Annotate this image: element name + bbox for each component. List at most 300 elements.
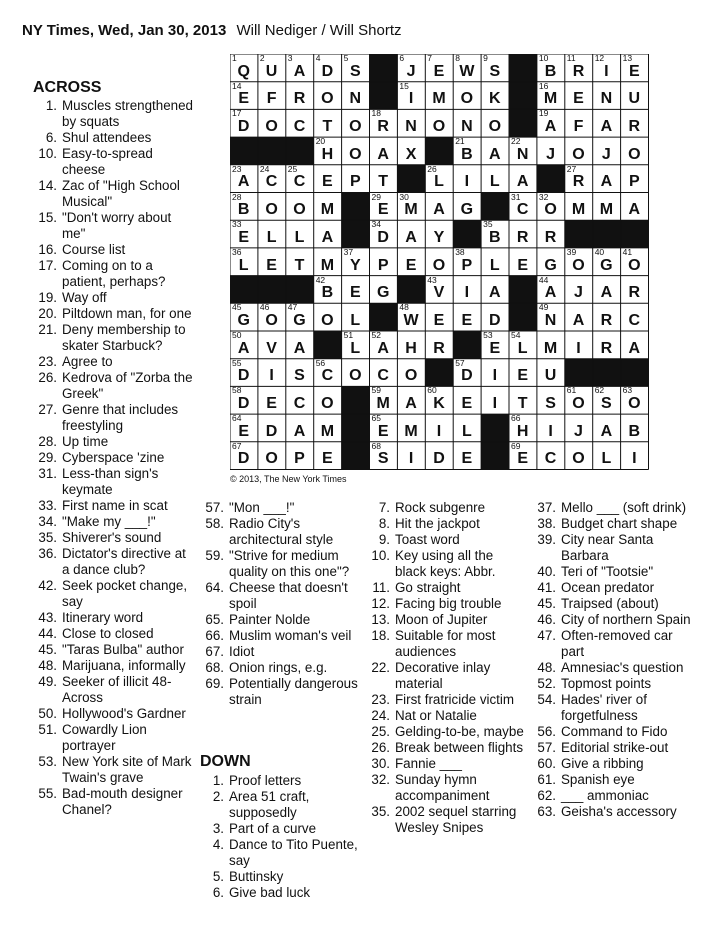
down-clues-column-3 xyxy=(532,500,694,820)
cell-letter: D xyxy=(237,118,250,136)
clue-text: Bad-mouth designer Chanel? xyxy=(62,786,183,817)
cell-letter: O xyxy=(572,395,586,413)
cell-letter: O xyxy=(265,311,279,329)
cell-letter: T xyxy=(517,395,529,413)
cell-letter: O xyxy=(432,256,446,274)
clue-item xyxy=(33,130,193,146)
cell-letter: P xyxy=(349,173,362,191)
cell-letter: P xyxy=(461,256,473,274)
clue-item xyxy=(33,706,193,722)
cell-number: 27 xyxy=(566,163,577,174)
cell-letter: V xyxy=(433,284,445,302)
cell-letter: A xyxy=(433,201,446,219)
clue-text: Cyberspace 'zine xyxy=(62,450,165,465)
clue-item xyxy=(33,498,193,514)
cell-letter: A xyxy=(600,173,613,191)
clue-text: Onion rings, e.g. xyxy=(229,660,328,675)
cell-letter: S xyxy=(349,62,362,80)
cell-letter: M xyxy=(571,201,586,219)
clue-text: Facing big trouble xyxy=(395,596,502,611)
cell-letter: G xyxy=(460,201,474,219)
cell-letter: E xyxy=(628,62,641,80)
clue-text: Ocean predator xyxy=(561,580,655,595)
clue-number: 33. xyxy=(38,498,57,513)
clue-text: Suitable for most audiences xyxy=(395,628,496,659)
cell-letter: M xyxy=(599,201,614,219)
cell-letter: M xyxy=(543,339,558,357)
cell-number: 53 xyxy=(483,330,493,340)
cell-letter: I xyxy=(632,450,638,468)
clue-text: Command to Fido xyxy=(561,724,668,739)
clue-item xyxy=(366,804,528,836)
clue-number: 3. xyxy=(212,821,224,836)
clue-item xyxy=(33,210,193,242)
clue-item xyxy=(33,354,193,370)
cell-letter: E xyxy=(238,90,250,108)
cell-number: 10 xyxy=(538,53,549,63)
clue-text: Sunday hymn accompaniment xyxy=(395,772,490,803)
clue-item xyxy=(33,434,193,450)
clue-number: 45. xyxy=(38,642,57,657)
clue-item xyxy=(33,290,193,306)
cell-number: 57 xyxy=(455,357,465,368)
cell-letter: A xyxy=(405,228,418,246)
cell-number: 56 xyxy=(315,357,326,368)
cell-letter: O xyxy=(404,367,418,385)
clue-number: 41. xyxy=(537,580,556,595)
cell-letter: S xyxy=(601,395,613,413)
clue-text: Easy-to-spread cheese xyxy=(62,146,153,177)
cell-letter: H xyxy=(405,339,418,357)
cell-number: 25 xyxy=(287,163,298,174)
clue-text: Give a ribbing xyxy=(561,756,644,771)
clue-item xyxy=(532,500,694,516)
clue-number: 23. xyxy=(371,692,390,707)
clue-text: Hollywood's Gardner xyxy=(62,706,186,721)
cell-letter: S xyxy=(377,450,390,468)
cell-letter: S xyxy=(489,62,501,80)
clue-number: 9. xyxy=(378,532,390,547)
cell-number: 43 xyxy=(427,274,437,285)
clue-text: Decorative inlay material xyxy=(395,660,491,691)
clue-number: 25. xyxy=(371,724,390,739)
clue-text: "Don't worry about me" xyxy=(62,210,172,241)
cell-letter: R xyxy=(572,62,585,80)
cell-number: 28 xyxy=(232,191,242,202)
clue-number: 58. xyxy=(205,516,224,531)
cell-letter: H xyxy=(516,422,529,440)
cell-letter: A xyxy=(544,284,557,302)
clue-number: 64. xyxy=(205,580,224,595)
clue-item xyxy=(366,516,528,532)
clue-item xyxy=(33,610,193,626)
cell-number: 35 xyxy=(483,219,493,230)
clue-number: 42. xyxy=(38,578,57,593)
cell-letter: A xyxy=(544,118,557,136)
clue-item xyxy=(532,772,694,788)
cell-letter: S xyxy=(294,367,306,385)
cell-number: 50 xyxy=(232,330,242,340)
clue-text: Part of a curve xyxy=(229,821,317,836)
crossword-grid xyxy=(230,54,649,470)
cell-letter: I xyxy=(436,422,442,440)
clue-text: Spanish eye xyxy=(561,772,635,787)
clue-text: Deny membership to skater Starbuck? xyxy=(62,322,186,353)
clue-text: Give bad luck xyxy=(229,885,311,900)
clue-text: Close to closed xyxy=(62,626,154,641)
clue-item xyxy=(33,146,193,178)
cell-letter: O xyxy=(265,118,279,136)
cell-number: 30 xyxy=(399,191,409,202)
clue-text: Nat or Natalie xyxy=(395,708,477,723)
cell-letter: A xyxy=(572,311,585,329)
cell-number: 39 xyxy=(566,246,577,257)
clue-text: Seeker of illicit 48-Across xyxy=(62,674,172,705)
cell-letter: D xyxy=(321,62,334,80)
clue-text: Often-removed car part xyxy=(561,628,673,659)
down-heading: DOWN xyxy=(200,753,251,770)
clue-number: 10. xyxy=(371,548,390,563)
cell-letter: J xyxy=(574,284,584,302)
cell-number: 69 xyxy=(511,440,521,451)
cell-letter: D xyxy=(237,395,250,413)
clue-item xyxy=(532,740,694,756)
cell-number: 52 xyxy=(371,330,381,340)
cell-number: 20 xyxy=(315,136,326,147)
clue-text: "Strive for medium quality on this one"? xyxy=(229,548,350,579)
cell-letter: M xyxy=(376,395,391,413)
clue-item xyxy=(33,322,193,354)
clue-number: 23. xyxy=(38,354,57,369)
cell-letter: E xyxy=(266,395,278,413)
clue-number: 14. xyxy=(38,178,57,193)
cell-letter: B xyxy=(628,422,641,440)
cell-number: 31 xyxy=(511,191,521,202)
clue-number: 44. xyxy=(38,626,57,641)
clue-text: Cheese that doesn't spoil xyxy=(229,580,348,611)
cell-number: 26 xyxy=(427,163,437,174)
clue-item xyxy=(200,612,360,628)
clue-text: Geisha's accessory xyxy=(561,804,677,819)
cell-letter: M xyxy=(320,422,335,440)
cell-letter: O xyxy=(488,118,502,136)
cell-letter: R xyxy=(544,228,557,246)
cell-letter: T xyxy=(294,256,305,274)
cell-letter: O xyxy=(628,145,642,163)
cell-letter: K xyxy=(433,395,446,413)
cell-letter: B xyxy=(461,145,474,163)
clue-item xyxy=(366,772,528,804)
clue-item xyxy=(532,724,694,740)
clue-item xyxy=(532,628,694,660)
clue-item xyxy=(33,466,193,498)
cell-letter: P xyxy=(628,173,641,191)
cell-letter: O xyxy=(321,90,335,108)
cell-letter: N xyxy=(600,90,613,108)
cell-letter: E xyxy=(238,422,250,440)
cell-letter: R xyxy=(628,284,641,302)
cell-number: 13 xyxy=(622,53,633,63)
clue-number: 54. xyxy=(537,692,556,707)
cell-letter: E xyxy=(322,173,334,191)
cell-letter: A xyxy=(377,145,390,163)
cell-letter: C xyxy=(544,450,557,468)
clue-number: 30. xyxy=(371,756,390,771)
clue-text: Teri of "Tootsie" xyxy=(561,564,654,579)
clue-item xyxy=(33,306,193,322)
clue-text: Less-than sign's keymate xyxy=(62,466,159,497)
clue-item xyxy=(200,773,360,789)
clue-item xyxy=(33,242,193,258)
cell-letter: C xyxy=(628,311,641,329)
cell-letter: E xyxy=(461,450,473,468)
cell-letter: I xyxy=(269,367,275,385)
cell-letter: J xyxy=(546,145,556,163)
cell-letter: A xyxy=(293,422,306,440)
cell-letter: O xyxy=(265,201,279,219)
clue-item xyxy=(33,578,193,610)
cell-letter: K xyxy=(489,90,502,108)
clue-text: Muscles strengthened by squats xyxy=(62,98,194,129)
clue-number: 13. xyxy=(371,612,390,627)
cell-letter: O xyxy=(572,145,586,163)
cell-letter: R xyxy=(600,339,613,357)
cell-number: 48 xyxy=(399,302,409,313)
cell-letter: C xyxy=(516,201,529,219)
clue-item xyxy=(33,258,193,290)
clue-text: Course list xyxy=(62,242,126,257)
cell-letter: N xyxy=(349,90,362,108)
cell-letter: N xyxy=(405,118,418,136)
cell-number: 7 xyxy=(427,53,433,63)
clue-text: Idiot xyxy=(229,644,255,659)
cell-letter: R xyxy=(293,90,306,108)
cell-letter: R xyxy=(433,339,446,357)
cell-letter: R xyxy=(377,118,390,136)
cell-number: 54 xyxy=(511,330,521,340)
clue-item xyxy=(532,788,694,804)
across-clues-column-2 xyxy=(200,500,360,708)
cell-letter: U xyxy=(544,367,557,385)
clue-item xyxy=(366,724,528,740)
clue-item xyxy=(366,612,528,628)
clue-text: Muslim woman's veil xyxy=(229,628,352,643)
clue-item xyxy=(532,564,694,580)
cell-number: 5 xyxy=(343,53,349,63)
clue-text: Coming on to a patient, perhaps? xyxy=(62,258,166,289)
cell-letter: E xyxy=(517,450,529,468)
cell-letter: A xyxy=(377,339,390,357)
clue-item xyxy=(200,548,360,580)
cell-letter: D xyxy=(461,367,474,385)
cell-letter: V xyxy=(266,339,278,357)
clue-number: 17. xyxy=(38,258,57,273)
clue-text: Agree to xyxy=(62,354,113,369)
cell-letter: I xyxy=(492,367,498,385)
clue-item xyxy=(532,516,694,532)
cell-letter: X xyxy=(405,145,417,163)
cell-number: 68 xyxy=(371,440,381,451)
cell-number: 15 xyxy=(399,80,409,91)
cell-letter: O xyxy=(432,118,446,136)
clue-text: First name in scat xyxy=(62,498,168,513)
clue-item xyxy=(33,402,193,434)
clue-item xyxy=(532,580,694,596)
clue-number: 8. xyxy=(378,516,390,531)
cell-letter: E xyxy=(489,339,501,357)
clue-text: 2002 sequel starring Wesley Snipes xyxy=(395,804,517,835)
cell-letter: L xyxy=(489,173,501,191)
cell-number: 1 xyxy=(232,53,237,63)
clue-number: 59. xyxy=(205,548,224,563)
cell-number: 65 xyxy=(371,413,381,424)
clue-number: 48. xyxy=(537,660,556,675)
clue-text: Seek pocket change, say xyxy=(62,578,188,609)
clue-number: 63. xyxy=(537,804,556,819)
clue-text: City near Santa Barbara xyxy=(561,532,654,563)
cell-letter: T xyxy=(378,173,389,191)
cell-number: 47 xyxy=(287,302,298,313)
clue-text: Break between flights xyxy=(395,740,524,755)
clue-text: Topmost points xyxy=(561,676,652,691)
cell-number: 44 xyxy=(538,274,549,285)
cell-number: 9 xyxy=(483,53,488,63)
cell-letter: B xyxy=(489,228,502,246)
cell-letter: Q xyxy=(237,62,251,80)
clue-number: 16. xyxy=(38,242,57,257)
cell-number: 49 xyxy=(538,302,549,313)
cell-letter: L xyxy=(461,422,473,440)
clue-text: Amnesiac's question xyxy=(561,660,684,675)
cell-letter: Y xyxy=(349,256,362,274)
cell-letter: L xyxy=(489,256,501,274)
cell-letter: E xyxy=(573,90,585,108)
clue-item xyxy=(366,708,528,724)
cell-letter: B xyxy=(237,201,250,219)
clue-text: Shul attendees xyxy=(62,130,152,145)
clue-item xyxy=(200,516,360,548)
cell-letter: D xyxy=(237,450,250,468)
cell-number: 37 xyxy=(343,246,354,257)
clue-number: 69. xyxy=(205,676,224,691)
cell-number: 18 xyxy=(371,108,381,119)
clue-text: City of northern Spain xyxy=(561,612,691,627)
clue-number: 47. xyxy=(537,628,556,643)
clue-text: Fannie ___ xyxy=(395,756,463,771)
clue-item xyxy=(33,674,193,706)
clue-number: 21. xyxy=(38,322,57,337)
cell-letter: E xyxy=(461,395,473,413)
cell-number: 4 xyxy=(315,53,321,63)
clue-item xyxy=(200,869,360,885)
cell-letter: E xyxy=(238,228,250,246)
cell-letter: A xyxy=(489,284,502,302)
cell-letter: L xyxy=(517,339,529,357)
clue-item xyxy=(532,532,694,564)
clue-item xyxy=(366,500,528,516)
clue-item xyxy=(366,580,528,596)
clue-item xyxy=(200,660,360,676)
puzzle-authors: Will Nediger / Will Shortz xyxy=(236,22,402,39)
clue-text: "Taras Bulba" author xyxy=(62,642,184,657)
clue-number: 37. xyxy=(537,500,556,515)
clue-number: 68. xyxy=(205,660,224,675)
across-heading: ACROSS xyxy=(33,79,102,96)
cell-letter: L xyxy=(294,228,305,246)
cell-letter: A xyxy=(405,395,418,413)
clue-number: 67. xyxy=(205,644,224,659)
clue-text: New York site of Mark Twain's grave xyxy=(62,754,192,785)
clue-item xyxy=(33,754,193,786)
clue-number: 24. xyxy=(371,708,390,723)
cell-letter: W xyxy=(403,311,420,329)
cell-number: 36 xyxy=(232,246,242,257)
cell-number: 3 xyxy=(287,53,293,63)
cell-letter: O xyxy=(628,395,642,413)
clue-text: Area 51 craft, supposedly xyxy=(229,789,310,820)
clue-item xyxy=(366,692,528,708)
clue-text: Gelding-to-be, maybe xyxy=(395,724,524,739)
copyright-notice: © 2013, The New York Times xyxy=(230,474,347,484)
clue-number: 22. xyxy=(371,660,390,675)
cell-number: 29 xyxy=(371,191,381,202)
clue-text: Dance to Tito Puente, say xyxy=(229,837,358,868)
grid-lines xyxy=(230,54,650,471)
cell-letter: E xyxy=(349,284,362,302)
clue-text: ___ ammoniac xyxy=(561,788,649,803)
cell-number: 46 xyxy=(259,302,270,313)
clue-text: Mello ___ (soft drink) xyxy=(561,500,687,515)
cell-letter: I xyxy=(576,339,582,357)
clue-item xyxy=(33,642,193,658)
clue-number: 6. xyxy=(45,130,57,145)
clue-item xyxy=(200,628,360,644)
cell-letter: E xyxy=(322,450,334,468)
cell-number: 64 xyxy=(232,413,242,424)
clue-item xyxy=(366,740,528,756)
cell-letter: O xyxy=(321,395,335,413)
clue-text: Toast word xyxy=(395,532,460,547)
clue-number: 45. xyxy=(537,596,556,611)
clue-number: 1. xyxy=(45,98,57,113)
cell-letter: O xyxy=(349,145,363,163)
cell-letter: C xyxy=(293,173,306,191)
clue-text: Hit the jackpot xyxy=(395,516,480,531)
clue-number: 6. xyxy=(212,885,224,900)
cell-letter: E xyxy=(461,311,473,329)
clue-item xyxy=(200,676,360,708)
cell-letter: D xyxy=(489,311,502,329)
cell-letter: H xyxy=(321,145,334,163)
cell-letter: A xyxy=(628,339,641,357)
clue-text: Genre that includes freestyling xyxy=(62,402,179,433)
clue-text: Way off xyxy=(62,290,107,305)
cell-letter: A xyxy=(321,228,334,246)
clue-item xyxy=(366,628,528,660)
cell-number: 33 xyxy=(232,219,242,230)
clue-number: 18. xyxy=(371,628,390,643)
cell-letter: C xyxy=(293,118,306,136)
clue-number: 36. xyxy=(38,546,57,561)
clue-number: 31. xyxy=(38,466,57,481)
clue-number: 29. xyxy=(38,450,57,465)
clue-text: Zac of "High School Musical" xyxy=(62,178,180,209)
cell-letter: A xyxy=(293,339,306,357)
cell-number: 61 xyxy=(566,385,577,396)
cell-letter: F xyxy=(266,90,277,108)
cell-letter: O xyxy=(321,311,335,329)
cell-number: 51 xyxy=(343,330,354,340)
